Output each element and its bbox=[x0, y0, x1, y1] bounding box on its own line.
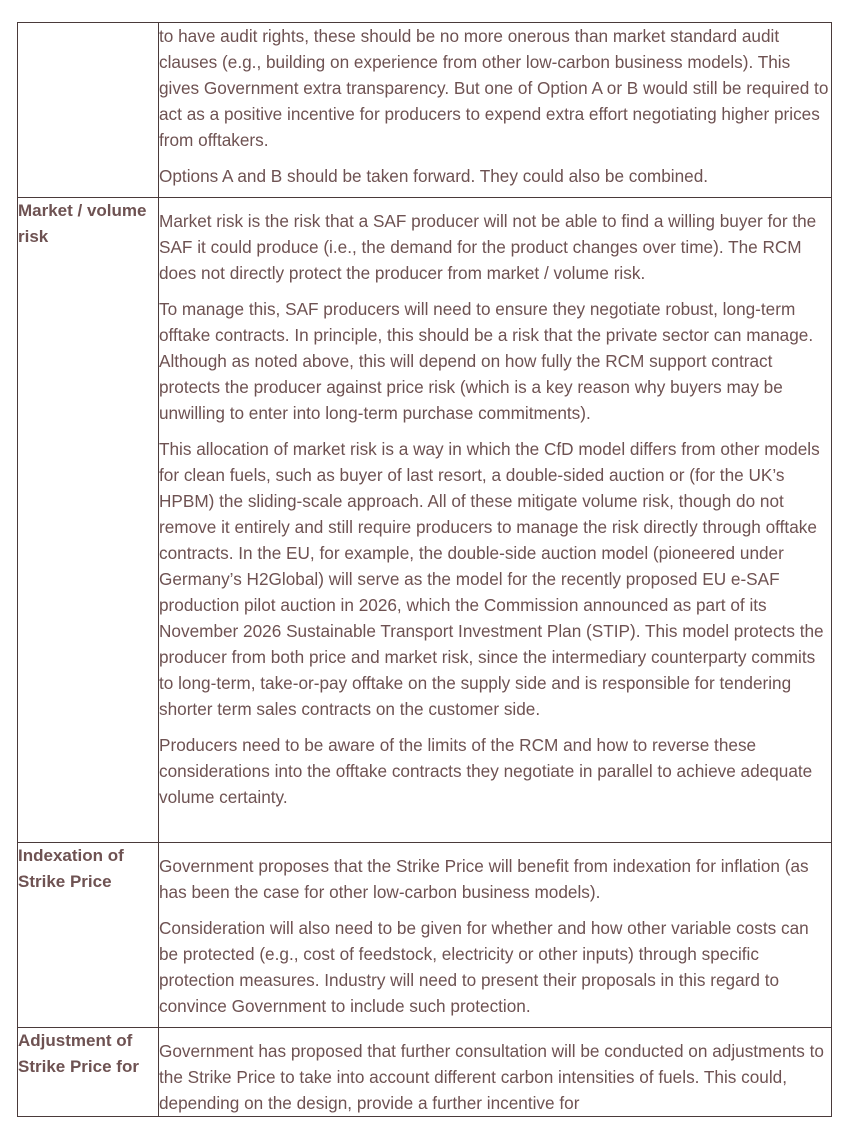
paragraph: To manage this, SAF producers will need to ensure they negotiate robust, long-term offtake contracts. In principle, this should be a risk that the private sector can manage. Although as noted above, this will depend on how fully the RCM support contract protects the producer against price risk (which is a key reason why buyers may be unwilling to enter into long-term purchase commitments). bbox=[159, 299, 814, 423]
row-content bbox=[159, 23, 832, 198]
row-content bbox=[159, 198, 832, 843]
table-row bbox=[18, 23, 832, 198]
row-label: Adjustment of Strike Price for bbox=[18, 1028, 159, 1117]
row-label: Market / volume risk bbox=[18, 198, 159, 843]
row-label bbox=[18, 23, 159, 198]
paragraph: Government has proposed that further consultation will be conducted on adjustments to the Strike Price to take into account different carbon intensities of fuels. This could, depending on the design, provide a further incentive for bbox=[159, 1041, 824, 1113]
table-row bbox=[18, 843, 832, 1028]
table-row bbox=[18, 198, 832, 843]
paragraph: Producers need to be aware of the limits of the RCM and how to reverse these considerations into the offtake contracts they negotiate in parallel to achieve adequate volume certainty. bbox=[159, 735, 813, 807]
paragraph: Government proposes that the Strike Price will benefit from indexation for inflation (as has been the case for other low-carbon business models). bbox=[159, 856, 809, 902]
row-content bbox=[159, 1028, 832, 1117]
paragraph: This allocation of market risk is a way in which the CfD model differs from other models for clean fuels, such as buyer of last resort, a double-sided auction or (for the UK’s HPBM) the sliding-scale approach. All of these mitigate volume risk, though do not remove it entirely and still require producers to manage the risk directly through offtake contracts. In the EU, for example, the double-side auction model (pioneered under Germany’s H2Global) will serve as the model for the recently proposed EU e-SAF production pilot auction in 2026, which the Commission announced as part of its November 2026 Sustainable Transport Investment Plan (STIP). This model protects the producer from both price and market risk, since the intermediary counterparty commits to long-term, take-or-pay offtake on the supply side and is responsible for tendering shorter term sales contracts on the customer side. bbox=[159, 439, 824, 719]
row-label: Indexation of Strike Price bbox=[18, 843, 159, 1028]
paragraph: Consideration will also need to be given for whether and how other variable costs can be protected (e.g., cost of feedstock, electricity or other inputs) through specific protection measures. Industry will need to present their proposals in this regard to convince Government to include such protection. bbox=[159, 918, 809, 1016]
table-row bbox=[18, 1028, 832, 1117]
row-content bbox=[159, 843, 832, 1028]
paragraph: Options A and B should be taken forward. They could also be combined. bbox=[159, 166, 709, 186]
risk-allocation-table bbox=[17, 22, 832, 1117]
paragraph: Market risk is the risk that a SAF producer will not be able to find a willing buyer for the SAF it could produce (i.e., the demand for the product changes over time). The RCM does not directly protect the producer from market / volume risk. bbox=[159, 211, 817, 283]
paragraph: to have audit rights, these should be no more onerous than market standard audit clauses (e.g., building on experience from other low-carbon business models). This gives Government extra transparency. But one of Option A or B would still be required to act as a positive incentive for producers to expend extra effort negotiating higher prices from offtakers. bbox=[159, 26, 829, 150]
